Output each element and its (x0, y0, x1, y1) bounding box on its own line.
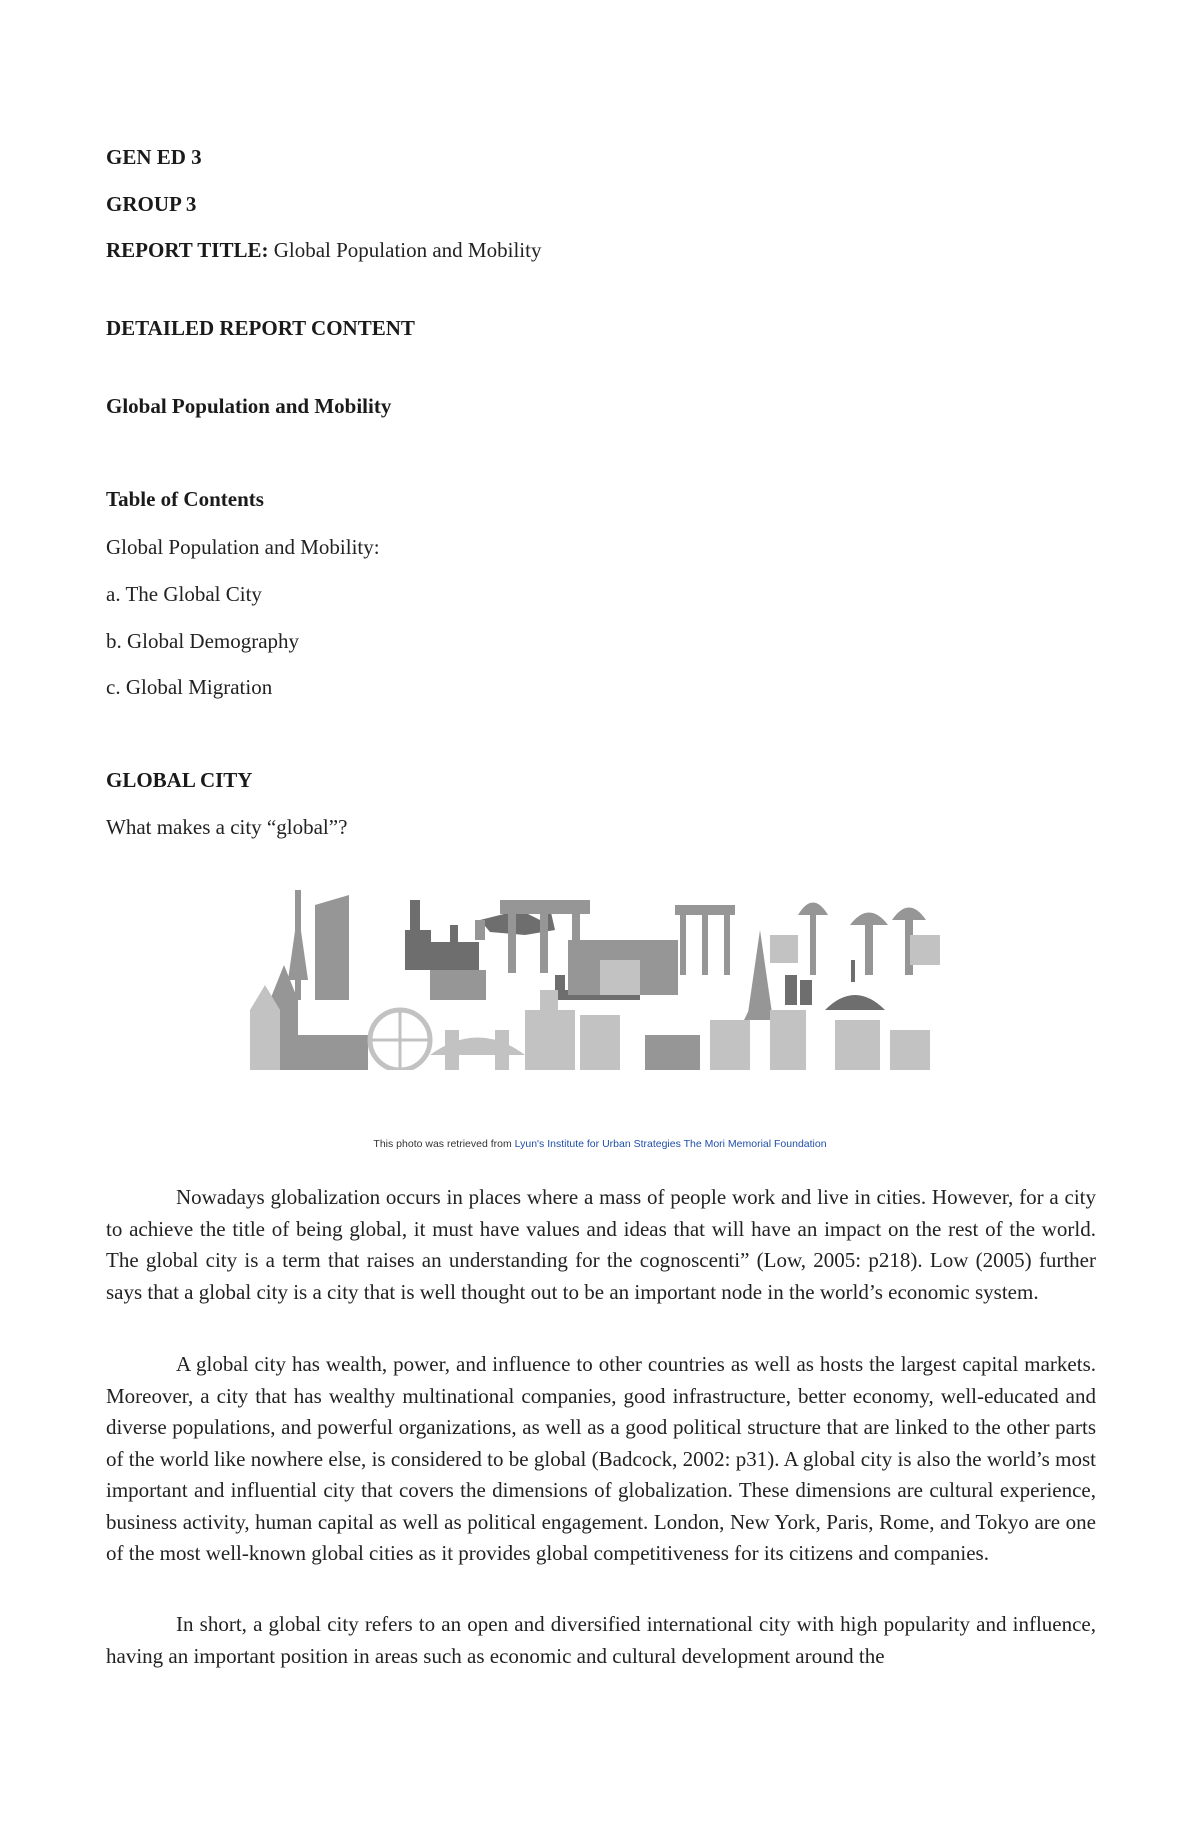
report-title-value: Global Population and Mobility (273, 238, 542, 262)
section-question: What makes a city “global”? (106, 815, 348, 839)
report-title-label: REPORT TITLE: (106, 238, 269, 262)
toc-heading: Table of Contents (106, 487, 264, 511)
toc-item-global-migration: c. Global Migration (106, 675, 273, 699)
section-heading-global-city: GLOBAL CITY (106, 768, 253, 792)
toc-item-global-demography: b. Global Demography (106, 629, 300, 653)
paragraph-intro: Nowadays globalization occurs in places where a mass of people work and live in cities. However, for a city to achieve the title of being global, it must have values and ideas that will have an impact on the rest of the world. The global city is a term that raises an understanding for the cognoscenti” (Low, 2005: p218). Low (2005) further says that a global city is a city that is well thought out to be an important node in the world’s economic system. (106, 1185, 1096, 1304)
group-label: GROUP 3 (106, 192, 197, 216)
main-title: Global Population and Mobility (106, 394, 392, 418)
city-skyline-illustration (250, 880, 950, 1070)
report-title-line (106, 237, 541, 263)
caption-prefix: This photo was retrieved from (373, 1138, 512, 1150)
detailed-report-heading: DETAILED REPORT CONTENT (106, 316, 415, 340)
toc-intro: Global Population and Mobility: (106, 535, 380, 559)
toc-item-global-city: a. The Global City (106, 582, 262, 606)
course-code: GEN ED 3 (106, 145, 202, 169)
paragraph-global-city-traits: A global city has wealth, power, and influence to other countries as well as hosts the largest capital markets. Moreover, a city that has wealthy multinational companies, good infrastructure, better economy, well-educated and diverse populations, and powerful organizations, as well as a good political structure that are linked to the other parts of the world like nowhere else, is considered to be global (Badcock, 2002: p31). A global city is also the world’s most important and influential city that covers the dimensions of globalization. These dimensions are cultural experience, business activity, human capital as well as political engagement. London, New York, Paris, Rome, and Tokyo are one of the most well-known global cities as it provides global competitiveness for its citizens and companies. (106, 1352, 1096, 1565)
figure-caption (0, 1138, 1200, 1150)
paragraph-summary: In short, a global city refers to an open and diversified international city with high popularity and influence, having an important position in areas such as economic and cultural development around the (106, 1612, 1096, 1668)
caption-source-link[interactable]: Lyun's Institute for Urban Strategies The Mori Memorial Foundation (514, 1138, 827, 1150)
